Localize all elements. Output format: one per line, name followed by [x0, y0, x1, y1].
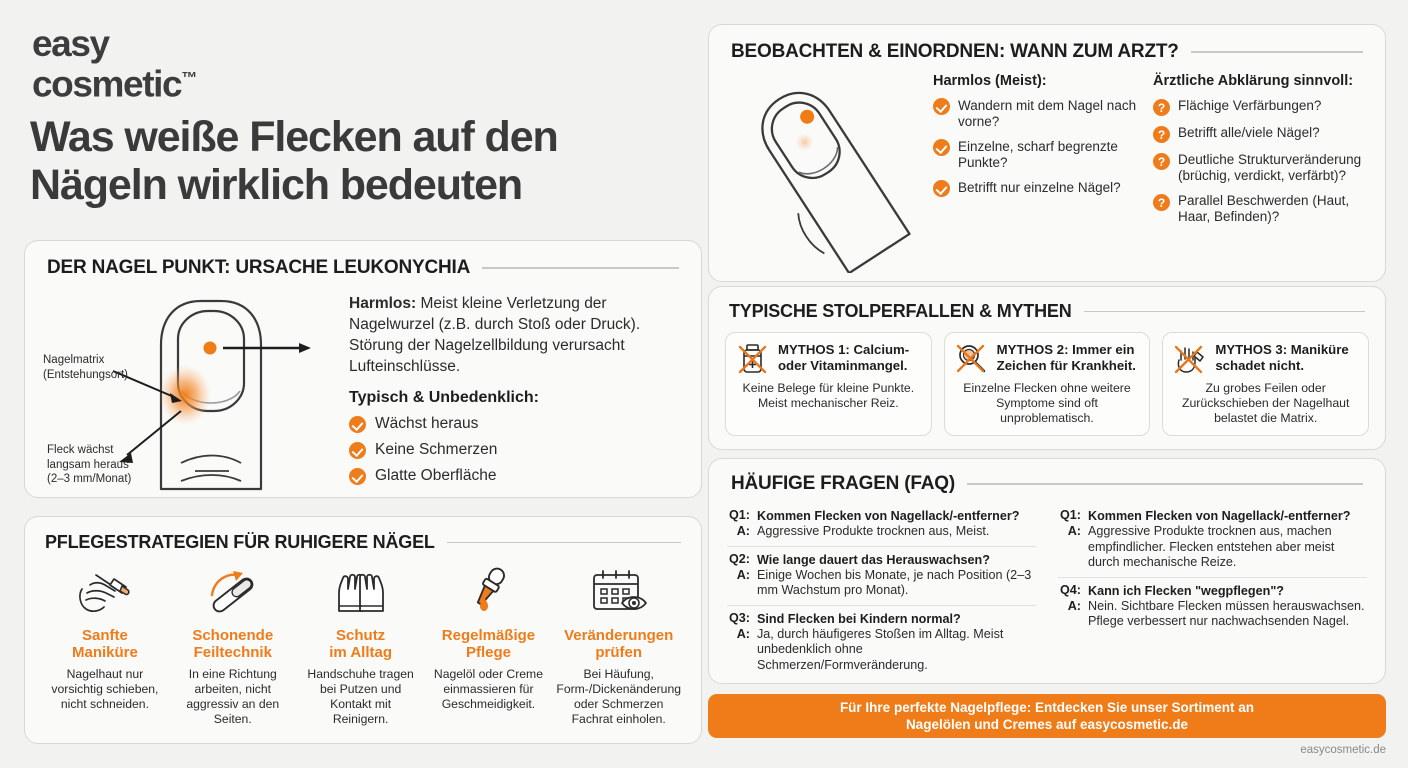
annotation-spot-growth-line3: (2–3 mm/Monat) [47, 473, 132, 485]
faq-question-key: Q4: [1060, 582, 1081, 597]
card-myths-title: TYPISCHE STOLPERFALLEN & MYTHEN [729, 301, 1072, 321]
care-item-check-changes [552, 563, 685, 727]
faq-entry [1058, 503, 1367, 577]
card-nail-point-title: DER NAGEL PUNKT: URSACHE LEUKONYCHIA [47, 257, 471, 278]
cta-banner[interactable] [708, 694, 1386, 738]
annotation-nail-matrix-line2: (Entstehungsort) [43, 368, 129, 381]
annotation-nail-matrix-line1: Nagelmatrix [43, 354, 105, 366]
manicure-hand-crossed-icon-svg [1173, 342, 1207, 376]
faq-answer-key: A: [736, 567, 750, 582]
care-item-title-line2: prüfen [595, 644, 643, 661]
myth-item-2-desc: Einzelne Flecken ohne weitere Symptome sind oft unproblematisch. [963, 381, 1131, 425]
care-item-regular-care [425, 563, 553, 727]
care-item-everyday-protection [297, 563, 425, 727]
check-circle-icon [349, 468, 366, 485]
list-item-label: Glatte Oberfläche [375, 467, 497, 484]
care-item-title-line1: Veränderungen [564, 627, 674, 644]
harmlos-paragraph [349, 293, 683, 377]
care-item-title-line1: Sanfte [82, 627, 128, 644]
card-faq [708, 458, 1386, 684]
care-item-title-line1: Schutz [336, 627, 386, 644]
check-circle-icon [933, 180, 950, 197]
faq-question-text: Sind Flecken bei Kindern normal? [757, 611, 961, 626]
care-item-desc: Nagelhaut nur vorsichtig schieben, nicht schneiden. [51, 667, 159, 711]
annotation-nail-matrix [43, 353, 151, 382]
care-item-title [429, 627, 549, 661]
header-rule [447, 542, 681, 544]
faq-question-line [727, 611, 1036, 627]
care-item-title-line2: Maniküre [71, 644, 138, 661]
myth-item-3 [1162, 332, 1369, 436]
list-item-label: Deutliche Strukturveränderung (brüchig, verdickt, verfärbt)? [1178, 152, 1362, 183]
brand-logo [32, 23, 198, 105]
myth-item-1-title: MYTHOS 1: Calcium- oder Vitaminmangel. [778, 342, 910, 373]
header-rule [1084, 311, 1366, 313]
observe-harmless-heading: Harmlos (Meist): [933, 73, 1047, 89]
faq-answer-key: A: [1067, 524, 1081, 538]
check-circle-icon [349, 442, 366, 459]
header-rule [482, 267, 679, 269]
faq-answer-text: Nein. Sichtbare Flecken müssen herauswachsen. Pflege verbessert nur nachwachsenden Nagel. [1088, 598, 1365, 628]
card-faq-header [727, 473, 1367, 495]
faq-question-line [727, 508, 1036, 524]
faq-answer-line [727, 568, 1036, 599]
card-observe-body [727, 73, 1367, 278]
faq-question-line [727, 552, 1036, 568]
myth-item-3-top [1173, 342, 1358, 376]
annotation-spot-growth [47, 443, 157, 487]
card-care-strategies-header [41, 532, 685, 553]
question-mark-icon: ? [1153, 194, 1170, 211]
faq-entry [1058, 577, 1367, 636]
card-myths [708, 286, 1386, 450]
faq-columns [727, 503, 1367, 679]
fingertip-illustration-svg [727, 73, 927, 273]
check-circle-icon [933, 98, 950, 115]
header-rule [1191, 51, 1363, 53]
faq-answer-line [1058, 599, 1367, 630]
card-care-strategies [24, 516, 702, 744]
faq-answer-line [727, 627, 1036, 674]
myth-item-3-desc: Zu grobes Feilen oder Zurückschieben der Nagelhaut belastet die Matrix. [1181, 381, 1350, 425]
faq-answer-key: A: [736, 626, 750, 641]
faq-answer-line [727, 524, 1036, 540]
observe-medical-heading: Ärztliche Abklärung sinnvoll: [1153, 73, 1354, 89]
cta-line-2: Nagelölen und Cremes auf easycosmetic.de [905, 717, 1189, 732]
dropper-oil-icon-svg [459, 564, 517, 620]
myth-item-2-title: MYTHOS 2: Immer ein Zeichen für Krankheit. [996, 342, 1136, 373]
gloves-icon-svg [329, 565, 393, 619]
list-item [1153, 125, 1367, 143]
cta-text [840, 699, 1254, 733]
brand-line-2-text: cosmetic [32, 63, 182, 105]
list-item-label: Keine Schmerzen [375, 441, 498, 458]
manicure-hand-crossed-icon [1173, 342, 1207, 376]
myth-item-2-top [955, 342, 1140, 376]
faq-answer-key: A: [736, 524, 750, 538]
site-credit: easycosmetic.de [1300, 744, 1386, 756]
myth-item-1 [725, 332, 932, 436]
cta-line-1: Für Ihre perfekte Nagelpflege: Entdecken Sie unser Sortiment an [839, 700, 1255, 715]
list-item [933, 139, 1147, 171]
list-item-label: Einzelne, scharf begrenzte Punkte? [958, 139, 1118, 170]
faq-question-key: Q1: [1060, 508, 1081, 522]
faq-column-left [727, 503, 1036, 679]
brand-line-2 [32, 61, 198, 105]
care-item-title [173, 627, 293, 661]
nail-diagram [43, 293, 343, 493]
card-nail-point-body [43, 293, 683, 493]
myths-grid [725, 332, 1369, 436]
nail-point-text-block [343, 293, 683, 493]
faq-answer-key: A: [1067, 598, 1081, 613]
list-item-label: Betrifft alle/viele Nägel? [1178, 125, 1320, 140]
card-myths-header [725, 301, 1369, 322]
care-item-title-line2: im Alltag [329, 644, 392, 661]
list-item [933, 98, 1147, 130]
faq-entry [727, 605, 1036, 680]
care-item-title [45, 627, 165, 661]
card-faq-title: HÄUFIGE FRAGEN (FAQ) [731, 473, 955, 494]
care-item-gentle-filing [169, 563, 297, 727]
list-item [1153, 193, 1367, 225]
card-observe-header [727, 41, 1367, 63]
care-item-title-line2: Pflege [465, 644, 511, 661]
care-strategies-grid [41, 563, 685, 727]
nail-file-icon [173, 563, 293, 621]
list-item [1153, 98, 1367, 116]
annotation-spot-growth-line1: Fleck wächst [47, 444, 114, 456]
gloves-icon [301, 563, 421, 621]
list-item-label: Parallel Beschwerden (Haut, Haar, Befinden)? [1178, 193, 1350, 224]
list-item-label: Flächige Verfärbungen? [1178, 98, 1322, 113]
harmlos-label: Harmlos: [349, 295, 417, 312]
header-rule [967, 483, 1363, 485]
myth-item-3-title: MYTHOS 3: Maniküre schadet nicht. [1215, 342, 1349, 373]
list-item [349, 415, 683, 433]
faq-column-right [1058, 503, 1367, 679]
question-mark-icon: ? [1153, 126, 1170, 143]
care-item-desc: Handschuhe tragen bei Putzen und Kontakt mit Reinigern. [307, 667, 414, 726]
faq-answer-text: Einige Wochen bis Monate, je nach Position (2–3 mm Wachstum pro Monat). [757, 567, 1032, 597]
care-item-title [556, 627, 681, 661]
brand-line-1: easy [32, 23, 109, 64]
supplement-bottle-crossed-icon-svg [736, 342, 770, 376]
harmlos-text: Meist kleine Verletzung der Nagelwurzel (z.B. durch Stoß oder Druck). Störung der Nagelzellbildung verursacht Lufteinschlüsse. [349, 295, 641, 375]
check-circle-icon [933, 139, 950, 156]
typisch-subhead: Typisch & Unbedenklich: [349, 389, 539, 406]
care-item-desc: Nagelöl oder Creme einmassieren für Geschmeidigkeit. [433, 667, 543, 711]
care-item-gentle-manicure [41, 563, 169, 727]
list-item-label: Wächst heraus [375, 415, 479, 432]
hand-cuticle-push-icon-svg [74, 565, 136, 619]
list-item-label: Betrifft nur einzelne Nägel? [958, 180, 1121, 195]
question-mark-icon: ? [1153, 153, 1170, 170]
page-title: Was weiße Flecken auf den Nägeln wirklich bedeuten [30, 113, 558, 209]
supplement-bottle-crossed-icon [736, 342, 770, 376]
faq-answer-text: Aggressive Produkte trocknen aus, machen empfindlicher. Flecken entstehen aber meist durch mechanische Reize. [1088, 524, 1335, 569]
care-item-desc: Bei Häufung, Form-/Dickenänderung oder Schmerzen Fachrat einholen. [556, 667, 682, 726]
faq-question-key: Q2: [729, 551, 750, 566]
typisch-check-list [349, 415, 683, 485]
annotation-spot-growth-line2: langsam heraus [47, 458, 129, 471]
faq-answer-text: Aggressive Produkte trocknen aus, Meist. [757, 524, 990, 538]
nail-file-icon-svg [202, 565, 264, 619]
trademark-symbol: ™ [181, 70, 198, 87]
list-item [933, 180, 1147, 197]
care-item-title-line1: Schonende [192, 627, 274, 644]
care-item-desc: In eine Richtung arbeiten, nicht aggressiv an den Seiten. [186, 667, 280, 726]
magnifier-crossed-icon [955, 342, 989, 376]
observe-column-harmless [933, 73, 1147, 278]
calendar-eye-icon-svg [584, 565, 654, 619]
faq-question-key: Q3: [729, 610, 750, 625]
check-circle-icon [349, 416, 366, 433]
myth-item-1-desc: Keine Belege für kleine Punkte. Meist mechanischer Reiz. [742, 381, 915, 410]
faq-question-text: Kann ich Flecken "wegpflegen"? [1088, 583, 1284, 598]
list-item [349, 441, 683, 459]
care-item-title [301, 627, 421, 661]
card-care-strategies-title: PFLEGESTRATEGIEN FÜR RUHIGERE NÄGEL [45, 532, 435, 552]
question-mark-icon: ? [1153, 99, 1170, 116]
card-nail-point-header [43, 257, 683, 279]
faq-question-line [1058, 583, 1367, 599]
list-item-label: Wandern mit dem Nagel nach vorne? [958, 98, 1137, 129]
myth-item-1-top [736, 342, 921, 376]
list-item [1153, 152, 1367, 184]
dropper-oil-icon [429, 563, 549, 621]
faq-question-text: Kommen Flecken von Nagellack/-entferner? [1088, 509, 1351, 523]
faq-question-line [1058, 508, 1367, 524]
care-item-title-line2: Feiltechnik [193, 644, 272, 661]
faq-answer-line [1058, 524, 1367, 571]
faq-question-key: Q1: [729, 508, 750, 522]
fingertip-diagram [727, 73, 927, 278]
magnifier-crossed-icon-svg [955, 342, 989, 376]
hand-cuticle-push-icon [45, 563, 165, 621]
faq-question-text: Wie lange dauert das Herauswachsen? [757, 552, 990, 567]
faq-question-text: Kommen Flecken von Nagellack/-entferner? [757, 509, 1020, 523]
observe-column-medical [1153, 73, 1367, 278]
faq-answer-text: Ja, durch häufigeres Stoßen im Alltag. Meist unbedenklich ohne Schmerzen/Formveränderung. [757, 626, 1004, 672]
calendar-eye-icon [556, 563, 681, 621]
care-item-title-line1: Regelmäßige [441, 627, 536, 644]
faq-entry [727, 546, 1036, 605]
list-item [349, 467, 683, 485]
faq-entry [727, 503, 1036, 546]
card-observe-when-to-see-doctor [708, 24, 1386, 282]
card-observe-title: BEOBACHTEN & EINORDNEN: WANN ZUM ARZT? [731, 41, 1179, 62]
myth-item-2 [944, 332, 1151, 436]
card-nail-point [24, 240, 702, 498]
